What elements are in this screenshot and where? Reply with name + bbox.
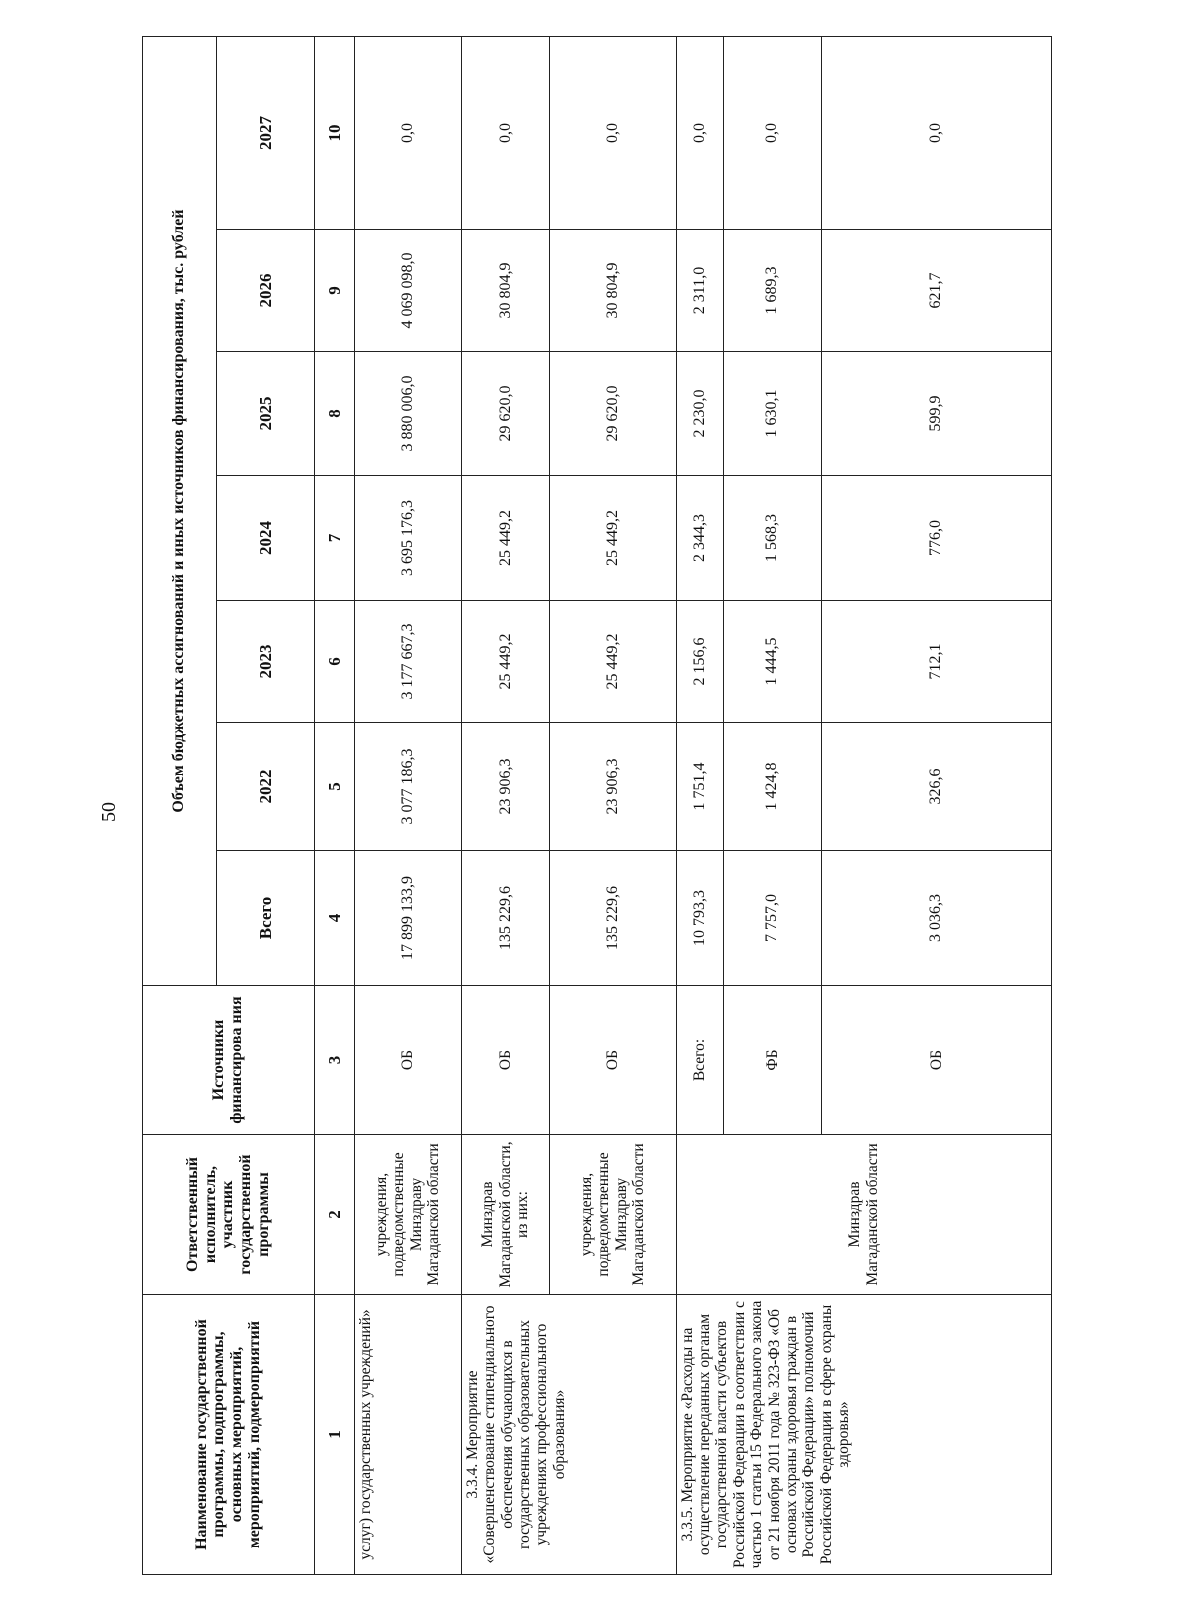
value-2025: 3 880 006,0 <box>354 352 461 476</box>
value-2024: 2 344,3 <box>676 476 723 601</box>
column-number: 3 <box>314 986 354 1135</box>
value-2026: 4 069 098,0 <box>354 230 461 352</box>
value-2023: 1 444,5 <box>723 601 821 723</box>
column-number: 9 <box>314 230 354 352</box>
column-number: 4 <box>314 851 354 986</box>
value-2023: 2 156,6 <box>676 601 723 723</box>
column-number-row <box>314 36 354 1574</box>
value-2025: 29 620,0 <box>549 352 676 476</box>
column-number: 1 <box>314 1295 354 1575</box>
value-total: 3 036,3 <box>821 851 1051 986</box>
value-2024: 1 568,3 <box>723 476 821 601</box>
row-executor: Минздрав Магаданской области, из них: <box>462 1135 550 1295</box>
row-source: ОБ <box>549 986 676 1135</box>
value-2022: 1 751,4 <box>676 723 723 851</box>
value-2023: 3 177 667,3 <box>354 601 461 723</box>
value-2022: 1 424,8 <box>723 723 821 851</box>
column-number: 5 <box>314 723 354 851</box>
row-executor: Минздрав Магаданской области <box>676 1135 1051 1295</box>
header-source: Источники финансирова ния <box>143 986 315 1135</box>
value-2025: 599,9 <box>821 352 1051 476</box>
header-funding-group: Объем бюджетных ассигнований и иных источников финансирования, тыс. рублей <box>143 36 217 985</box>
row-source: ОБ <box>821 986 1051 1135</box>
value-total: 135 229,6 <box>549 851 676 986</box>
value-2026: 621,7 <box>821 230 1051 352</box>
value-2022: 23 906,3 <box>462 723 550 851</box>
value-2026: 2 311,0 <box>676 230 723 352</box>
value-2024: 776,0 <box>821 476 1051 601</box>
row-name: 3.3.4. Мероприятие «Совершенствование стипендиального обеспечения обучающихся в государственных образовательных учреждениях профессионального образования» <box>462 1295 677 1575</box>
header-year-2022: 2022 <box>216 723 314 851</box>
value-total: 7 757,0 <box>723 851 821 986</box>
financing-table-container <box>142 37 1052 1575</box>
value-2026: 1 689,3 <box>723 230 821 352</box>
financing-table <box>142 36 1052 1575</box>
row-executor: учреждения, подведомственные Минздраву Магаданской области <box>549 1135 676 1295</box>
value-2025: 2 230,0 <box>676 352 723 476</box>
header-year-2027: 2027 <box>216 36 314 229</box>
value-2023: 25 449,2 <box>462 601 550 723</box>
value-2027: 0,0 <box>549 36 676 229</box>
value-2022: 23 906,3 <box>549 723 676 851</box>
column-number: 6 <box>314 601 354 723</box>
header-name: Наименование государственной программы, подпрограммы, основных мероприятий, мероприятий, подмероприятий <box>143 1295 315 1575</box>
row-name: услуг) государственных учреждений» <box>354 1295 461 1575</box>
row-source: ОБ <box>354 986 461 1135</box>
value-2022: 326,6 <box>821 723 1051 851</box>
table-row <box>676 36 723 1574</box>
header-year-2025: 2025 <box>216 352 314 476</box>
table-row <box>354 36 461 1574</box>
header-year-2023: 2023 <box>216 601 314 723</box>
value-2027: 0,0 <box>821 36 1051 229</box>
table-row <box>462 36 550 1574</box>
value-2022: 3 077 186,3 <box>354 723 461 851</box>
column-number: 10 <box>314 36 354 229</box>
row-source: Всего: <box>676 986 723 1135</box>
value-2027: 0,0 <box>723 36 821 229</box>
value-total: 10 793,3 <box>676 851 723 986</box>
row-source: ОБ <box>462 986 550 1135</box>
row-executor: учреждения, подведомственные Минздраву Магаданской области <box>354 1135 461 1295</box>
column-number: 7 <box>314 476 354 601</box>
value-2027: 0,0 <box>354 36 461 229</box>
column-number: 8 <box>314 352 354 476</box>
value-2026: 30 804,9 <box>462 230 550 352</box>
value-2024: 3 695 176,3 <box>354 476 461 601</box>
value-2023: 25 449,2 <box>549 601 676 723</box>
value-2027: 0,0 <box>462 36 550 229</box>
value-total: 17 899 133,9 <box>354 851 461 986</box>
value-total: 135 229,6 <box>462 851 550 986</box>
value-2026: 30 804,9 <box>549 230 676 352</box>
row-name: 3.3.5. Мероприятие «Расходы на осуществление переданных органам государственной власти субъектов Российской Федерации в соответствии с частью 1 статьи 15 Федерального закона от 21 ноября 2011 года № 323-ФЗ «Об основах охраны здоровья граждан в Российской Федерации» полномочий Российской Федерации в сфере охраны здоровья» <box>676 1295 1051 1575</box>
value-2025: 1 630,1 <box>723 352 821 476</box>
row-source: ФБ <box>723 986 821 1135</box>
value-2027: 0,0 <box>676 36 723 229</box>
value-2025: 29 620,0 <box>462 352 550 476</box>
header-year-2026: 2026 <box>216 230 314 352</box>
value-2023: 712,1 <box>821 601 1051 723</box>
page-number: 50 <box>97 802 120 822</box>
header-year-2024: 2024 <box>216 476 314 601</box>
value-2024: 25 449,2 <box>549 476 676 601</box>
value-2024: 25 449,2 <box>462 476 550 601</box>
header-executor: Ответственный исполнитель, участник государственной программы <box>143 1135 315 1295</box>
column-number: 2 <box>314 1135 354 1295</box>
header-year-total: Всего <box>216 851 314 986</box>
